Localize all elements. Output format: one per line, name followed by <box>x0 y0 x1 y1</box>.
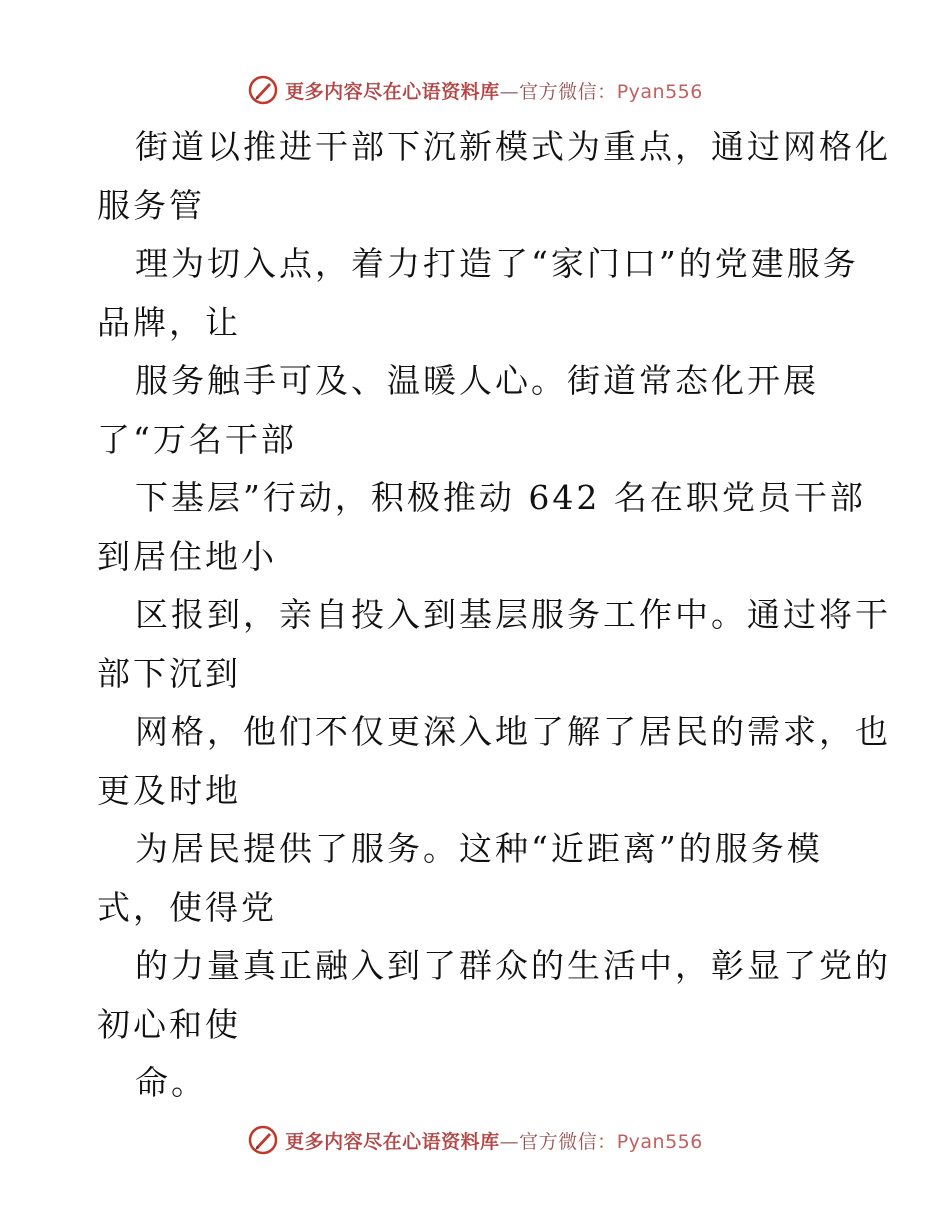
banner-wechat-label: 官方微信： <box>519 1130 617 1153</box>
footer-banner <box>0 1120 950 1160</box>
banner-main-text: 更多内容尽在心语资料库 <box>285 1130 500 1153</box>
banner-dash: — <box>499 1130 520 1153</box>
text-line: 街道以推进干部下沉新模式为重点，通过网格化 <box>135 127 891 166</box>
text-line: 区报到，亲自投入到基层服务工作中。通过将干 <box>135 595 891 634</box>
text-line: 为居民提供了服务。这种“近距离”的服务模 <box>135 829 823 868</box>
banner-wechat-id: Pyan556 <box>616 1130 703 1153</box>
text-line: 服务管 <box>97 185 205 225</box>
banner-text <box>285 77 703 104</box>
banner-dash: — <box>499 80 520 103</box>
text-line: 品牌，让 <box>97 302 241 342</box>
document-body <box>97 118 891 1113</box>
banner-main-text: 更多内容尽在心语资料库 <box>285 80 500 103</box>
red-quill-logo-icon <box>247 1124 279 1156</box>
text-line: 命。 <box>135 1063 207 1102</box>
text-line: 服务触手可及、温暖人心。街道常态化开展 <box>135 361 819 400</box>
text-line: 了“万名干部 <box>97 419 297 459</box>
banner-wechat-label: 官方微信： <box>519 80 617 103</box>
text-line: 到居住地小 <box>97 536 277 576</box>
banner-wechat-id: Pyan556 <box>616 80 703 103</box>
text-line: 下基层”行动，积极推动 642 名在职党员干部 <box>135 478 866 517</box>
text-line: 网格，他们不仅更深入地了解了居民的需求，也 <box>135 712 891 751</box>
text-line: 部下沉到 <box>97 653 241 693</box>
text-line: 式，使得党 <box>97 887 277 927</box>
text-line: 的力量真正融入到了群众的生活中，彰显了党的 <box>135 946 891 985</box>
text-line: 理为切入点，着力打造了“家门口”的党建服务 <box>135 244 859 283</box>
text-line: 更及时地 <box>97 770 241 810</box>
banner-text <box>285 1127 703 1154</box>
header-banner <box>0 70 950 110</box>
red-quill-logo-icon <box>247 74 279 106</box>
text-line: 初心和使 <box>97 1004 241 1044</box>
